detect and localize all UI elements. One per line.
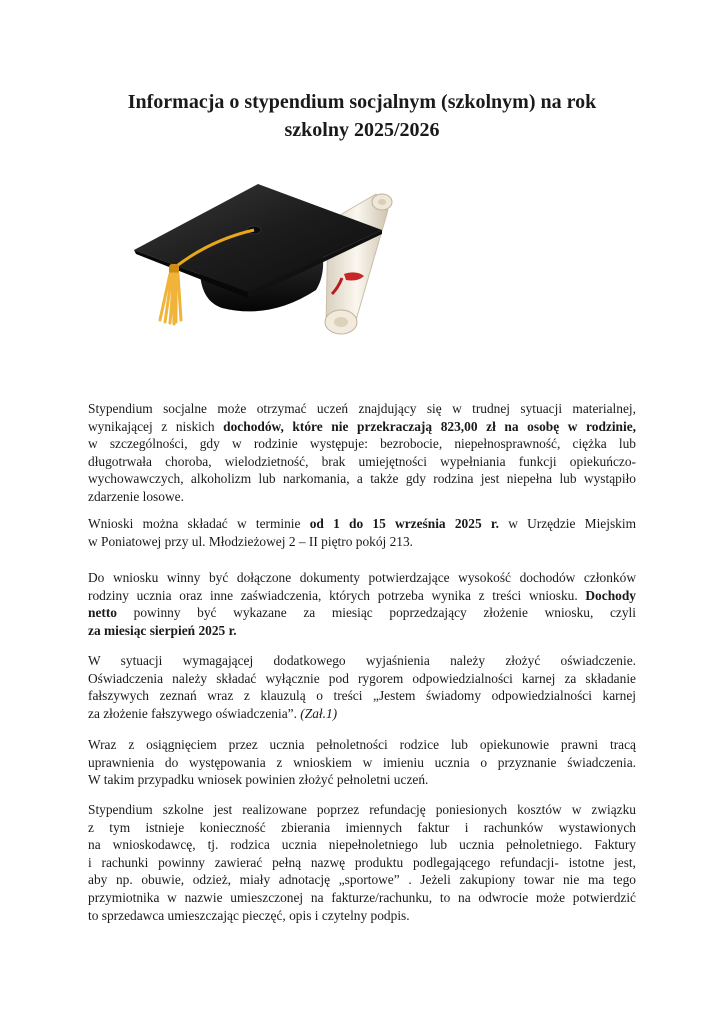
text-line: i rachunki powinny zawierać pełną nazwę produktu podlegającego refundacji- istotne jest, — [88, 854, 636, 870]
text-line: na wnioskodawcę, tj. rodzica ucznia niepełnoletniego lub ucznia pełnoletniego. Faktury — [88, 837, 636, 853]
text-line: przymiotnika w nazwie umieszczonej na fakturze/rachunku, to na odwrocie może potwierdzić — [88, 889, 636, 905]
text-line: fałszywych zeznań wraz z klauzulą o treści „Jestem świadomy odpowiedzialności karnej — [88, 688, 636, 704]
title-line-1: Informacja o stypendium socjalnym (szkolnym) na rok — [127, 91, 597, 113]
document-title — [90, 88, 634, 144]
attachment-reference: (Zał.1) — [300, 705, 338, 721]
graduation-cap-with-diploma-icon — [130, 170, 400, 345]
text-run: powinny być wykazane za miesiąc poprzedzający złożenie wniosku, czyli — [117, 605, 636, 621]
income-threshold-highlight: dochodów, które nie przekraczają 823,00 zł na osobę w rodzinie, — [223, 418, 637, 434]
text-line: Oświadczenia należy składać wyłącznie pod rygorem odpowiedzialności karnej za składanie — [88, 670, 636, 686]
paragraph-application-deadline — [88, 515, 636, 550]
paragraph-declaration — [88, 652, 636, 722]
deadline-highlight: od 1 do 15 września 2025 r. — [309, 516, 499, 531]
text-line: uprawnienia do występowania z wnioskiem w imieniu ucznia o przyznanie świadczenia. — [88, 754, 636, 770]
text-run: wynikającej z niskich — [88, 418, 224, 434]
text-line: Do wniosku winny być dołączone dokumenty potwierdzające wysokość dochodów członków — [88, 570, 636, 585]
text-line: w szczególności, gdy w rodzinie występuje: bezrobocie, niepełnosprawność, ciężka lub — [88, 436, 636, 452]
net-income-highlight: Dochody — [585, 587, 636, 603]
paragraph-refund-invoices — [88, 801, 636, 924]
text-run: Wnioski można składać w terminie — [88, 516, 310, 531]
text-line: W sytuacji wymagającej dodatkowego wyjaśnienia należy złożyć oświadczenie. — [88, 653, 636, 668]
text-line: w Poniatowej przy ul. Młodzieżowej 2 – II piętro pokój 213. — [88, 533, 414, 549]
text-line — [88, 604, 636, 622]
paragraph-scholarship-eligibility — [88, 400, 636, 506]
paragraph-required-documents — [88, 569, 636, 639]
paragraph-adult-student — [88, 736, 636, 789]
title-line-2: szkolny 2025/2026 — [284, 119, 440, 141]
text-line: to sprzedawca umieszczając pieczęć, opis i czytelny podpis. — [88, 907, 410, 923]
text-line: długotrwała choroba, wielodzietność, brak umiejętności wypełniania funkcji opiekuńczo- — [88, 453, 636, 469]
text-line: Stypendium socjalne może otrzymać uczeń znajdujący się w trudnej sytuacji materialnej, — [88, 401, 636, 416]
text-line — [88, 515, 636, 533]
text-line: z tym istnieje konieczność zbierania imiennych faktur i rachunków wystawionych — [88, 819, 636, 835]
text-line — [88, 587, 636, 605]
text-run: za złożenie fałszywego oświadczenia”. — [88, 705, 301, 721]
text-line — [88, 418, 636, 436]
text-line: W takim przypadku wniosek powinien złożyć pełnoletni uczeń. — [88, 772, 429, 788]
text-line: zdarzenie losowe. — [88, 488, 184, 504]
income-month-highlight: za miesiąc sierpień 2025 r. — [88, 622, 237, 638]
net-income-highlight: netto — [88, 605, 118, 621]
text-line: aby np. obuwie, odzież, miały adnotację „sportowe” . Jeżeli zakupiony towar nie ma tego — [88, 872, 636, 888]
text-line: Stypendium szkolne jest realizowane poprzez refundację poniesionych kosztów w związku — [88, 802, 636, 817]
text-line — [88, 705, 636, 723]
text-run: rodziny ucznia oraz inne zaświadczenia, których potrzeba wynika z treści wniosku. — [88, 587, 586, 603]
text-line: wychowawczych, alkoholizm lub narkomania, a także gdy rodzina jest niepełna lub wystąpiło — [88, 471, 636, 487]
text-line: Wraz z osiągnięciem przez ucznia pełnoletności rodzice lub opiekunowie prawni tracą — [88, 737, 636, 752]
text-run: w Urzędzie Miejskim — [498, 516, 636, 531]
